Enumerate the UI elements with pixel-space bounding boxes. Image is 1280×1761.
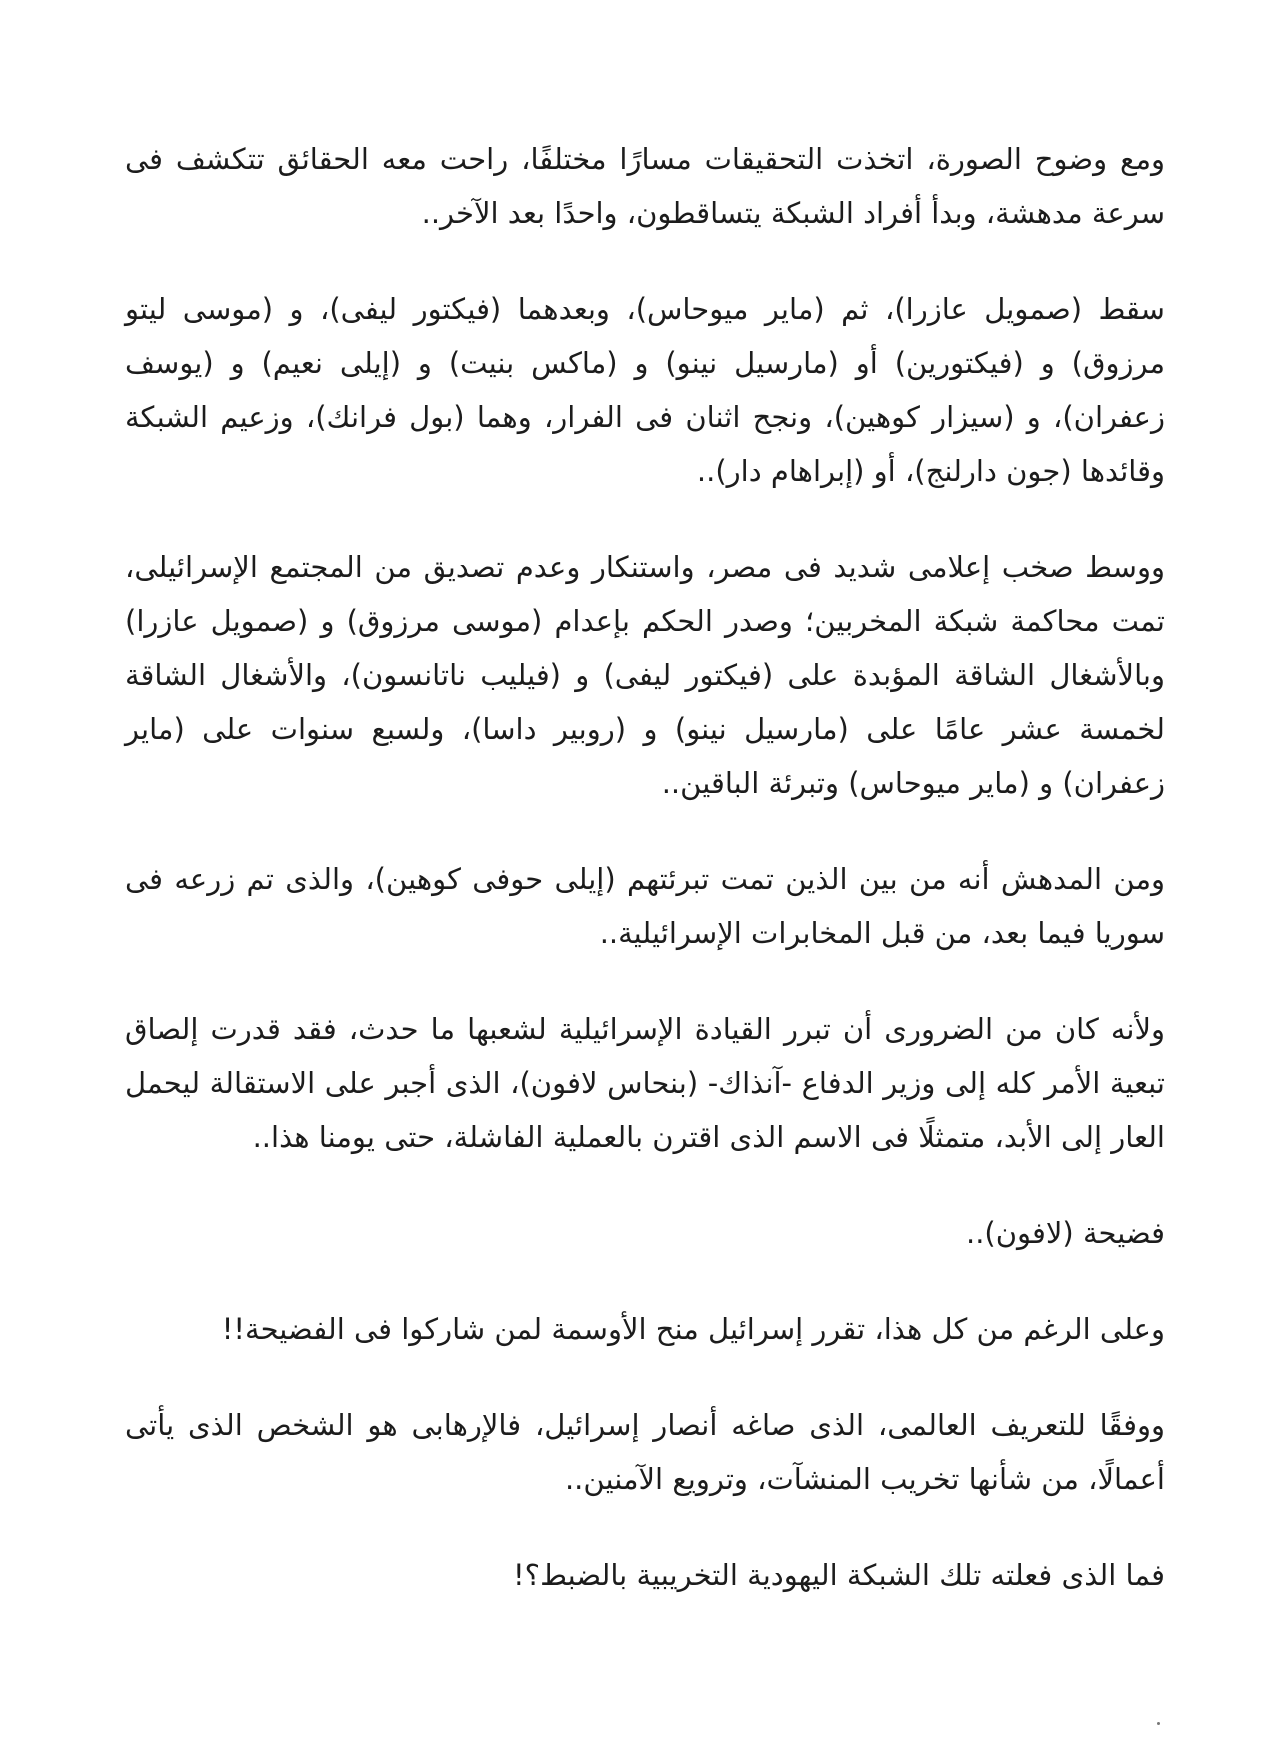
paragraph-9: فما الذى فعلته تلك الشبكة اليهودية التخريبية بالضبط؟!: [513, 1558, 1165, 1592]
paragraph-7: وعلى الرغم من كل هذا، تقرر إسرائيل منح الأوسمة لمن شاركوا فى الفضيحة!!: [221, 1312, 1165, 1346]
paragraph-8: ووفقًا للتعريف العالمى، الذى صاغه أنصار إسرائيل، فالإرهابى هو الشخص الذى يأتى أعمالًا، من شأنها تخريب المنشآت، وترويع الآمنين..: [125, 1408, 1165, 1496]
paragraph-1: ومع وضوح الصورة، اتخذت التحقيقات مسارًا مختلفًا، راحت معه الحقائق تتكشف فى سرعة مدهشة، وبدأ أفراد الشبكة يتساقطون، واحدًا بعد الآخر..: [125, 142, 1165, 230]
body-text: [125, 132, 1165, 1644]
paragraph-3: ووسط صخب إعلامى شديد فى مصر، واستنكار وعدم تصديق من المجتمع الإسرائيلى، تمت محاكمة شبكة المخربين؛ وصدر الحكم بإعدام (موسى مرزوق) و (صمويل عازرا) وبالأشغال الشاقة المؤبدة على (فيكتور ليفى) و (فيليب ناتانسون)، والأشغال الشاقة لخمسة عشر عامًا على (مارسيل نينو) و (روبير داسا)، ولسبع سنوات على (ماير زعفران) و (ماير ميوحاس) وتبرئة الباقين..: [125, 550, 1165, 800]
page-dot-mark: [1157, 1722, 1160, 1725]
paragraph-5: ولأنه كان من الضرورى أن تبرر القيادة الإسرائيلية لشعبها ما حدث، فقد قدرت إلصاق تبعية الأمر كله إلى وزير الدفاع -آنذاك- (بنحاس لافون)، الذى أجبر على الاستقالة ليحمل العار إلى الأبد، متمثلًا فى الاسم الذى اقترن بالعملية الفاشلة، حتى يومنا هذا..: [125, 1012, 1165, 1154]
paragraph-6: فضيحة (لافون)..: [966, 1216, 1165, 1250]
paragraph-2: سقط (صمويل عازرا)، ثم (ماير ميوحاس)، وبعدهما (فيكتور ليفى)، و (موسى ليتو مرزوق) و (فيكتورين) أو (مارسيل نينو) و (ماكس بنيت) و (إيلى نعيم) و (يوسف زعفران)، و (سيزار كوهين)، ونجح اثنان فى الفرار، وهما (بول فرانك)، وزعيم الشبكة وقائدها (جون دارلنج)، أو (إبراهام دار)..: [125, 292, 1165, 488]
paragraph-4: ومن المدهش أنه من بين الذين تمت تبرئتهم (إيلى حوفى كوهين)، والذى تم زرعه فى سوريا فيما بعد، من قبل المخابرات الإسرائيلية..: [125, 862, 1165, 950]
